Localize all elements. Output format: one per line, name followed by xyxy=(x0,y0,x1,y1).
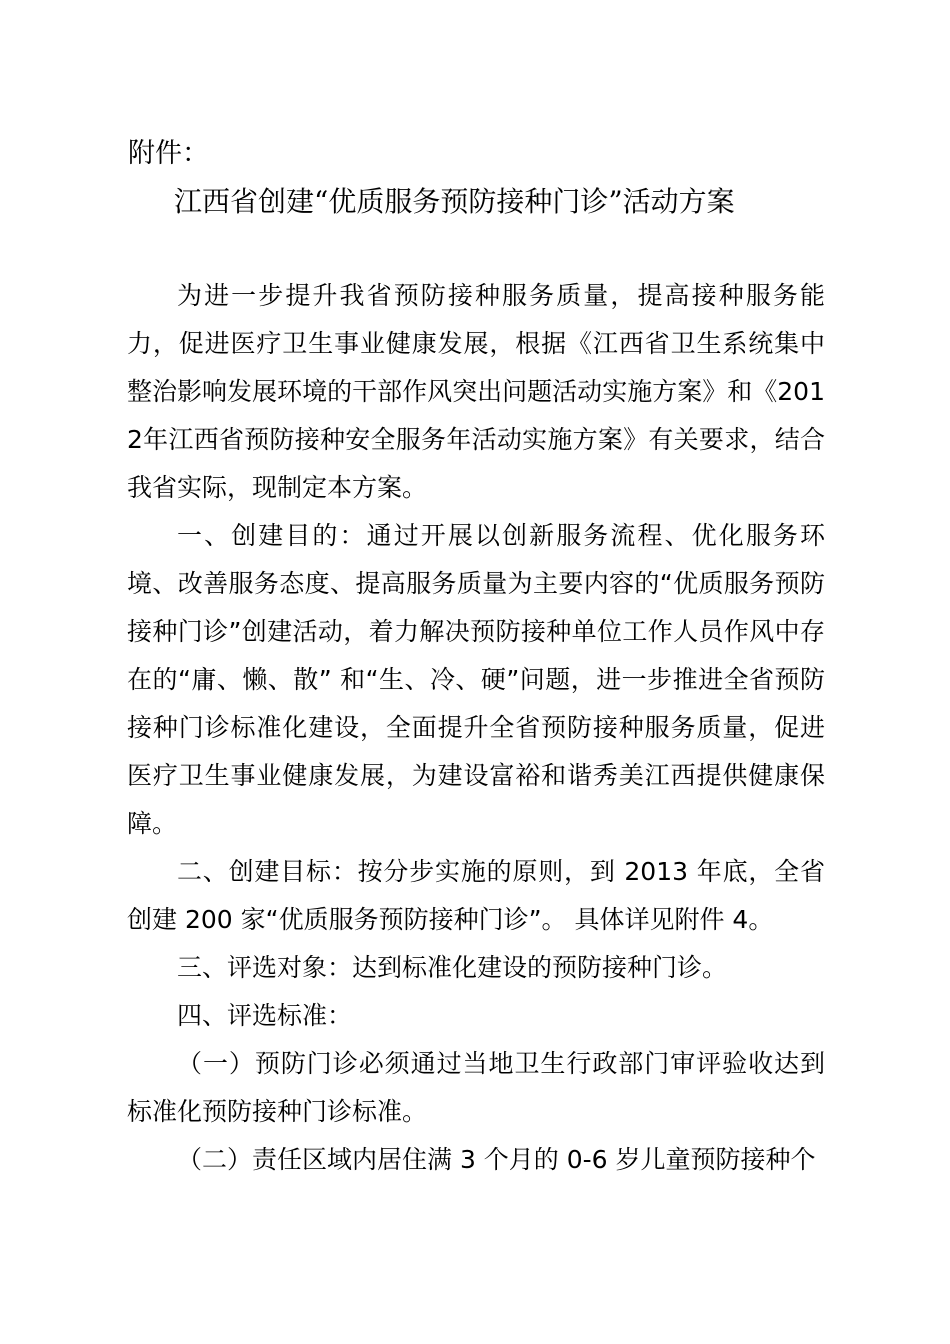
attachment-label: 附件： xyxy=(128,138,209,169)
paragraph-goal: 二、创建目标：按分步实施的原则，到 2013 年底，全省创建 200 家“优质服务预防接种门诊”。 具体详见附件 4。 xyxy=(127,857,825,934)
paragraph-intro: 为进一步提升我省预防接种服务质量，提高接种服务能力，促进医疗卫生事业健康发展，根据《江西省卫生系统集中整治影响发展环境的干部作风突出问题活动实施方案》和《2012年江西省预防接种安全服务年活动实施方案》有关要求，结合我省实际，现制定本方案。 xyxy=(127,281,825,502)
paragraph-criteria-1: （一）预防门诊必须通过当地卫生行政部门审评验收达到标准化预防接种门诊标准。 xyxy=(127,1049,825,1126)
paragraph-criteria-heading: 四、评选标准： xyxy=(177,1001,353,1030)
paragraph-purpose: 一、创建目的：通过开展以创新服务流程、优化服务环境、改善服务态度、提高服务质量为主要内容的“优质服务预防接种门诊”创建活动，着力解决预防接种单位工作人员作风中存在的“庸、懒、散” 和“生、冷、硬”问题，进一步推进全省预防接种门诊标准化建设，全面提升全省预防接种服务质量，促进医疗卫生事业健康发展，为建设富裕和谐秀美江西提供健康保障。 xyxy=(127,521,825,838)
paragraph-criteria-2: （二）责任区域内居住满 3 个月的 0-6 岁儿童预防接种个 xyxy=(177,1145,816,1174)
document-body xyxy=(127,272,825,1184)
document-title: 江西省创建“优质服务预防接种门诊”活动方案 xyxy=(174,185,735,218)
paragraph-target: 三、评选对象：达到标准化建设的预防接种门诊。 xyxy=(177,953,728,982)
